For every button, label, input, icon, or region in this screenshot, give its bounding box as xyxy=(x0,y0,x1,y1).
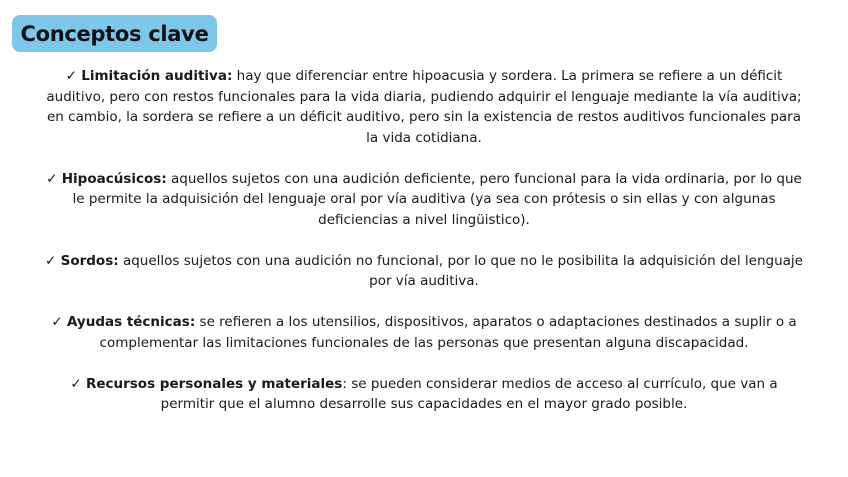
concept-separator: : xyxy=(342,375,352,392)
page-title: Conceptos clave xyxy=(20,21,209,46)
concept-term: Recursos personales y materiales xyxy=(85,375,343,392)
check-icon: ✓ xyxy=(65,68,77,84)
title-badge xyxy=(12,15,217,52)
concept-definition: aquellos sujetos con una audición deficiente, pero funcional para la vida ordinaria, por lo que le permite la adquisición del lenguaje oral por vía auditiva (ya sea con prótesis o sin ellas y con algunas deficiencias a nivel lingüistico). xyxy=(72,170,802,228)
concept-definition: hay que diferenciar entre hipoacusia y sordera. La primera se refiere a un déficit auditivo, pero con restos funcionales para la vida diaria, pudiendo adquirir el lenguaje mediante la vía auditiva; en cambio, la sordera se refiere a un déficit auditivo, pero sin la existencia de restos auditivos funcionales para la vida cotidiana. xyxy=(46,68,802,146)
concept-definition: aquellos sujetos con una audición no funcional, por lo que no le posibilita la adquisición del lenguaje por vía auditiva. xyxy=(122,252,803,289)
check-icon: ✓ xyxy=(46,170,58,187)
check-icon: ✓ xyxy=(51,314,63,330)
concept-definition: se refieren a los utensilios, dispositivos, aparatos o adaptaciones destinados a suplir o a complementar las limitaciones funcionales de las personas que presentan alguna discapacidad. xyxy=(99,314,797,351)
check-icon: ✓ xyxy=(45,252,57,269)
concept-term: Limitación auditiva: xyxy=(81,68,233,84)
concept-definition: se pueden considerar medios de acceso al currículo, que van a permitir que el alumno desarrolle sus capacidades en el mayor grado posible. xyxy=(160,375,778,412)
concept-term: Sordos: xyxy=(60,252,119,269)
concept-item xyxy=(44,374,804,415)
concept-item xyxy=(44,312,804,353)
concept-term: Ayudas técnicas: xyxy=(66,314,196,330)
concept-term: Hipoacúsicos: xyxy=(61,170,167,187)
concept-item xyxy=(44,66,804,148)
concepts-list xyxy=(44,66,804,435)
concept-item xyxy=(44,251,804,292)
check-icon: ✓ xyxy=(70,375,82,392)
concept-item xyxy=(44,169,804,231)
